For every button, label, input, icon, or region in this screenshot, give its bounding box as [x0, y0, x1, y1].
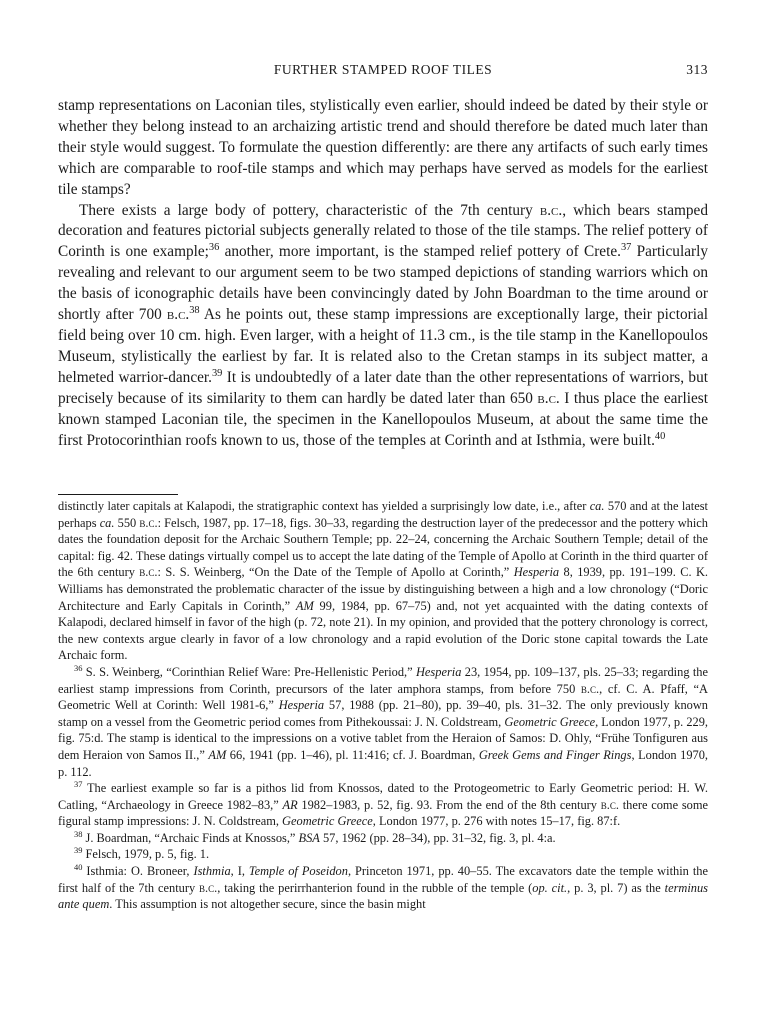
footnote-number: 37 [74, 778, 83, 789]
footnote-ref-37[interactable]: 37 [620, 242, 632, 254]
footnote-ref-40[interactable]: 40 [654, 430, 666, 442]
footnote-number: 38 [74, 828, 83, 839]
paragraph-2: There exists a large body of pottery, characteristic of the 7th century b.c., which bears stamped decoration and features pictorial subjects generally related to those of the tile stamps. The relief pottery of Corinth is one example;$^{36}$ another, more important, is the stamped relief pottery of Crete.$^{37}$ Particularly revealing and relevant to our argument seem to be two stamped depictions of standing warriors which on the basis of iconographic details have been convincingly dated by John Boardman to the time around or shortly after 700 b.c.$^{38}$ As he points out, these stamp impressions are exceptionally large, their pictorial field being over 10 cm. high. Even larger, with a height of 11.3 cm., is the tile stamp in the Kanellopoulos Museum, stylistically the earliest by far. It is related also to the Cretan stamps in its subject matter, a helmeted warrior-dancer.$^{39}$ It is undoubtedly of a later date than the other representations of warriors, but precisely because of its similarity to them can hardly be dated later than 650 b.c. I thus place the earliest known stamped Laconian tile, the specimen in the Kanellopoulos Museum, at about the same time the first Protocorinthian roofs known to us, those of the temples at Corinth and at Isthmia, were built.$^{40}$ [58, 201, 708, 449]
footnote-39: $^{39}$ Felsch, 1979, p. 5, fig. 1. [74, 845, 210, 862]
footnote-ref-36[interactable]: 36 [208, 242, 220, 254]
footnote-rule [58, 494, 178, 495]
footnote-number: 39 [74, 845, 83, 856]
paragraph-1: stamp representations on Laconian tiles, stylistically even earlier, should indeed be dated by their style or whether they belong instead to an archaizing artistic trend and should therefore be dated much later than their style would suggest. To formulate the question differently: are there any artifacts of such early times which are comparable to roof-tile stamps and which may perhaps have served as models for the earliest tile stamps? [58, 97, 708, 198]
footnote-number: 40 [74, 861, 83, 872]
footnote-ref-39[interactable]: 39 [211, 367, 223, 379]
footnote-40: $^{40}$ Isthmia: O. Broneer, Isthmia, I, Temple of Poseidon, Princeton 1971, pp. 40–55. The excavators date the temple within the first half of the 7th century b.c., taking the perirrhanterion found in the rubble of the temple (op. cit., p. 3, pl. 7) as the terminus ante quem. This assumption is not altogether secure, since the basin might [58, 861, 708, 912]
footnote-ref-38[interactable]: 38 [189, 304, 200, 316]
running-title: FURTHER STAMPED ROOF TILES [273, 62, 493, 77]
footnote-38: $^{38}$ J. Boardman, “Archaic Finds at Knossos,” BSA 57, 1962 (pp. 28–34), pp. 31–32, fig. 3, pl. 4:a. [74, 828, 556, 845]
footnote-37: $^{37}$ The earliest example so far is a pithos lid from Knossos, dated to the Protogeometric to Early Geometric period: H. W. Catling, “Archaeology in Greece 1982–83,” AR 1982–1983, p. 52, fig. 93. From the end of the 8th century b.c. there come some figural stamp impressions: J. N. Coldstream, Geometric Greece, London 1977, p. 276 with notes 15–17, fig. 87:f. [58, 778, 708, 829]
footnote-36: $^{36}$ S. S. Weinberg, “Corinthian Relief Ware: Pre-Hellenistic Period,” Hesperia 23, 1954, pp. 109–137, pls. 25–33; regarding the earliest stamp impressions from Corinth, precursors of the later amphora stamps, from before 750 b.c., cf. C. A. Pfaff, “A Geometric Well at Corinth: Well 1981-6,” Hesperia 57, 1988 (pp. 21–80), pp. 39–40, pls. 31–32. The only previously known stamp on a vessel from the Geometric period comes from Pithekoussai: J. N. Coldstream, Geometric Greece, London 1977, p. 229, fig. 75:d. The stamp is identical to the impressions on a votive tablet from the Heraion of Samos: D. Ohly, “Frühe Tonfiguren aus dem Heraion von Samos II.,” AM 66, 1941 (pp. 1–46), pl. 11:416; cf. J. Boardman, Greek Gems and Finger Rings, London 1970, p. 112. [58, 662, 709, 779]
main-text [58, 96, 708, 451]
footnote-continuation: distinctly later capitals at Kalapodi, the stratigraphic context has yielded a surprisingly low date, i.e., after ca. 570 and at the latest perhaps ca. 550 b.c.: Felsch, 1987, pp. 17–18, figs. 30–33, regarding the destruction layer of the predecessor and the pottery which dates the foundation deposit for the Archaic Southern Temple; pp. 22–24, concerning the Archaic Southern Temple; detail of the capital: fig. 42. These datings virtually compel us to accept the late dating of the Temple of Apollo at Corinth in the third quarter of the 6th century b.c.: S. S. Weinberg, “On the Date of the Temple of Apollo at Corinth,” Hesperia 8, 1939, pp. 191–199. C. K. Williams has demonstrated the problematic character of the issue by distinguishing between a high and a low chronology (“Doric Architecture and Early Capitals in Corinth,” AM 99, 1984, pp. 67–75) and, not yet acquainted with the dating contexts of Kalapodi, declared himself in favor of the high (p. 72, note 21). In my opinion, and provided that the pottery chronology is correct, the new contexts argue clearly in favor of a low chronology and a rapid evolution of the Doric stone capital towards the Late Archaic form. [58, 499, 709, 663]
page-number: 313 [686, 62, 708, 77]
running-head [58, 62, 708, 82]
footnote-number: 36 [74, 662, 83, 673]
footnotes [58, 498, 708, 913]
